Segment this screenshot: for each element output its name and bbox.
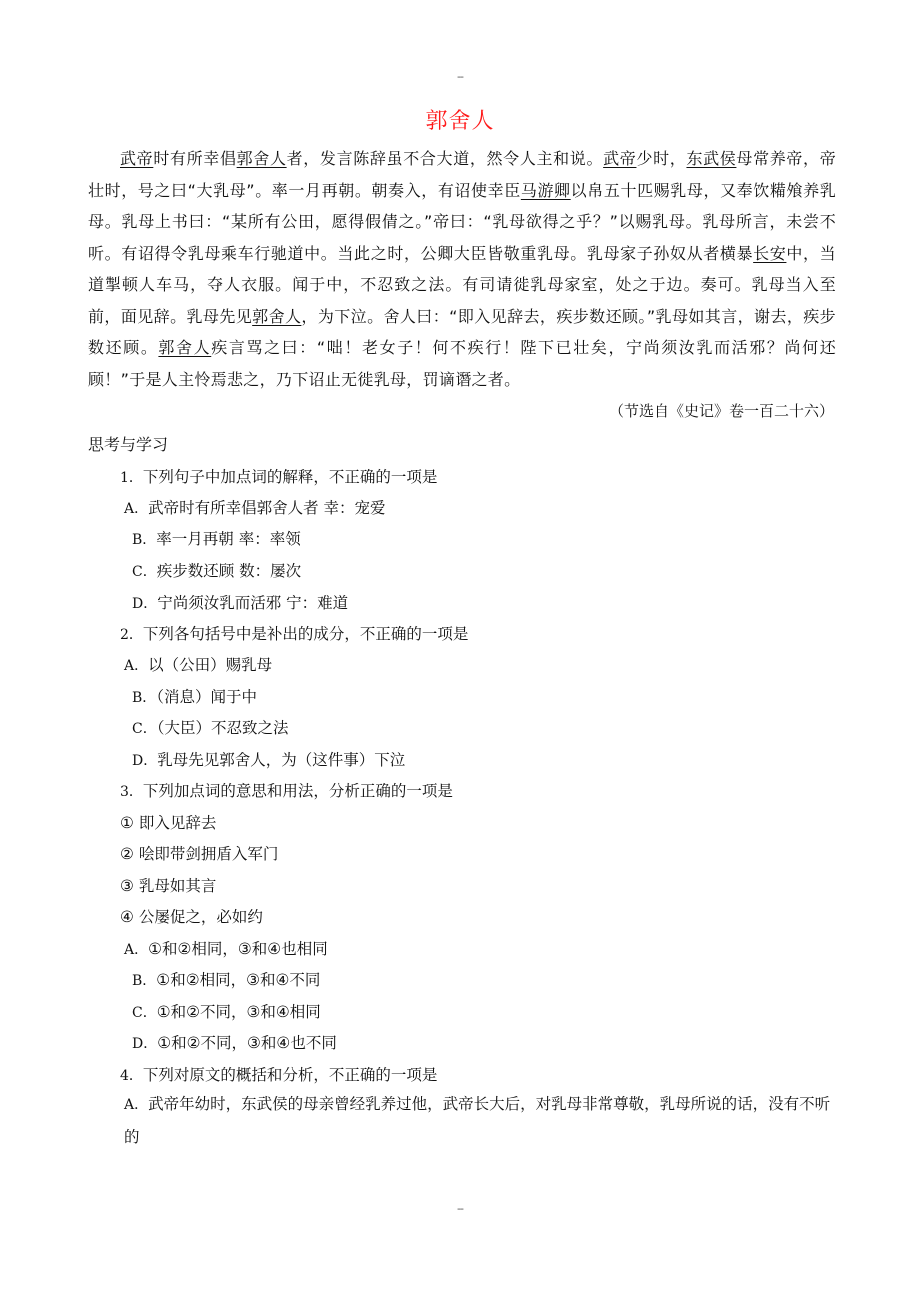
question-3-option-a	[124, 937, 328, 959]
option-text: ①和②相同，③和④也相同	[148, 940, 328, 958]
option-text: ①和②不同，③和④相同	[156, 1003, 321, 1021]
underlined-name: 武帝	[120, 149, 154, 168]
question-3-option-d	[132, 1031, 337, 1053]
question-1-option-d	[132, 591, 348, 613]
option-text: ①和②不同，③和④也不同	[157, 1034, 337, 1052]
section-heading: 思考与学习	[88, 435, 169, 454]
question-text: 下列各句括号中是补出的成分，不正确的一项是	[142, 625, 469, 643]
passage-segment: 少时，	[636, 149, 687, 168]
option-label: A．	[124, 942, 149, 958]
passage-segment: ，为下泣。舍人曰：“即入见辞去，疾步数还顾。”乳母如其言，谢去，疾步数还顾。	[88, 306, 836, 357]
passage-segment: 以帛五十匹赐乳母，又奉饮糒飧养乳母。乳母上书曰：“某所有公田，愿得假倩之。”帝曰：“乳母欲得之乎？”以赐乳母。乳母所言，未尝不听。有诏得令乳母乘车行驰道中。当此之时，公卿大臣皆敬重乳母。乳母家子孙奴从者横暴	[88, 180, 836, 263]
option-text: 武帝年幼时，东武侯的母亲曾经乳养过他，武帝长大后，对乳母非常尊敬，乳母所说的话，没有不听的	[124, 1095, 831, 1146]
underlined-name: 武帝	[603, 149, 637, 168]
item-text: 哙即带剑拥盾入军门	[138, 845, 279, 863]
question-number: 1．	[120, 470, 143, 486]
underlined-name: 郭舍人	[158, 338, 212, 357]
underlined-name: 马游卿	[520, 180, 571, 200]
option-text: （大臣）不忍致之法	[156, 719, 289, 737]
question-4-stem	[120, 1063, 437, 1085]
passage-text	[88, 143, 836, 395]
question-1-option-b	[132, 527, 301, 549]
underlined-name: 长安	[753, 243, 787, 263]
option-text: 率一月再朝 率：率领	[156, 530, 301, 548]
option-text: ①和②相同，③和④不同	[156, 971, 321, 989]
option-text: 宁尚须汝乳而活邪 宁：难道	[157, 594, 349, 612]
option-text: 武帝时有所幸倡郭舍人者 幸：宠爱	[148, 499, 386, 517]
option-label: C．	[132, 564, 157, 580]
option-text: （消息）闻于中	[156, 688, 258, 706]
item-marker: ①	[120, 814, 134, 832]
question-1-stem	[120, 465, 437, 487]
option-label: A．	[124, 658, 149, 674]
question-text: 下列句子中加点词的解释，不正确的一项是	[142, 468, 438, 486]
option-label: B．	[132, 532, 157, 548]
passage-segment: 母常养帝，帝壮时，号之曰“大乳母”。率一月再朝。朝奏入，有诏使幸臣	[88, 149, 837, 200]
question-3-item-1	[120, 811, 216, 833]
question-2-stem	[120, 622, 468, 644]
question-number: 3．	[120, 784, 143, 800]
option-label: B．	[132, 973, 157, 989]
question-3-option-b	[132, 968, 320, 990]
question-2-option-d	[132, 748, 405, 770]
passage-segment: 中，当道掣顿人车马，夺人衣服。闻于中，不忍致之法。有司请徙乳母家室，处之于边。奏可。乳母当入至前，面见辞。乳母先见	[88, 243, 836, 326]
item-text: 公屡促之，必如约	[138, 908, 263, 926]
passage-source: （节选自《史记》卷一百二十六）	[608, 402, 834, 420]
option-label: B．	[132, 690, 157, 706]
item-text: 乳母如其言	[138, 877, 217, 895]
option-label: C．	[132, 721, 157, 737]
question-number: 4．	[120, 1068, 143, 1084]
option-label: A．	[124, 1097, 149, 1113]
option-label: D．	[132, 753, 158, 769]
question-2-option-b	[132, 685, 257, 707]
passage-segment: 疾言骂之曰：“咄！老女子！何不疾行！陛下已壮矣，宁尚须汝乳而活邪？尚何还顾！”于是人主怜焉悲之，乃下诏止无徙乳母，罚谪谮之者。	[88, 338, 837, 389]
underlined-name: 郭舍人	[252, 306, 302, 326]
passage-segment: 时有所幸倡	[153, 149, 237, 168]
option-text: 以（公田）赐乳母	[148, 656, 273, 674]
question-number: 2．	[120, 627, 143, 643]
option-label: D．	[132, 1036, 158, 1052]
document-title: 郭舍人	[425, 109, 495, 134]
question-text: 下列对原文的概括和分析，不正确的一项是	[142, 1066, 438, 1084]
question-2-option-c	[132, 716, 288, 738]
item-text: 即入见辞去	[138, 814, 217, 832]
question-3-item-3	[120, 874, 216, 896]
passage-segment: 者，发言陈辞虽不合大道，然令人主和说。	[286, 149, 604, 168]
question-3-option-c	[132, 1000, 321, 1022]
question-1-option-a	[124, 496, 386, 518]
question-3-stem	[120, 779, 453, 801]
option-label: C．	[132, 1005, 157, 1021]
question-text: 下列加点词的意思和用法，分析正确的一项是	[142, 782, 453, 800]
question-3-item-2	[120, 842, 278, 864]
page-footer-marker: --	[457, 1202, 463, 1215]
option-label: D．	[132, 596, 158, 612]
item-marker: ②	[120, 845, 134, 863]
item-marker: ③	[120, 877, 134, 895]
question-4-option-a	[124, 1089, 836, 1153]
underlined-name: 郭舍人	[236, 149, 287, 168]
option-label: A．	[124, 501, 149, 517]
question-3-item-4	[120, 905, 263, 927]
option-text: 乳母先见郭舍人，为（这件事）下泣	[157, 751, 406, 769]
question-1-option-c	[132, 559, 301, 581]
underlined-name: 东武侯	[686, 149, 737, 168]
question-2-option-a	[124, 653, 272, 675]
option-text: 疾步数还顾 数：屡次	[156, 562, 302, 580]
page-header-marker: --	[457, 70, 463, 83]
item-marker: ④	[120, 908, 134, 926]
